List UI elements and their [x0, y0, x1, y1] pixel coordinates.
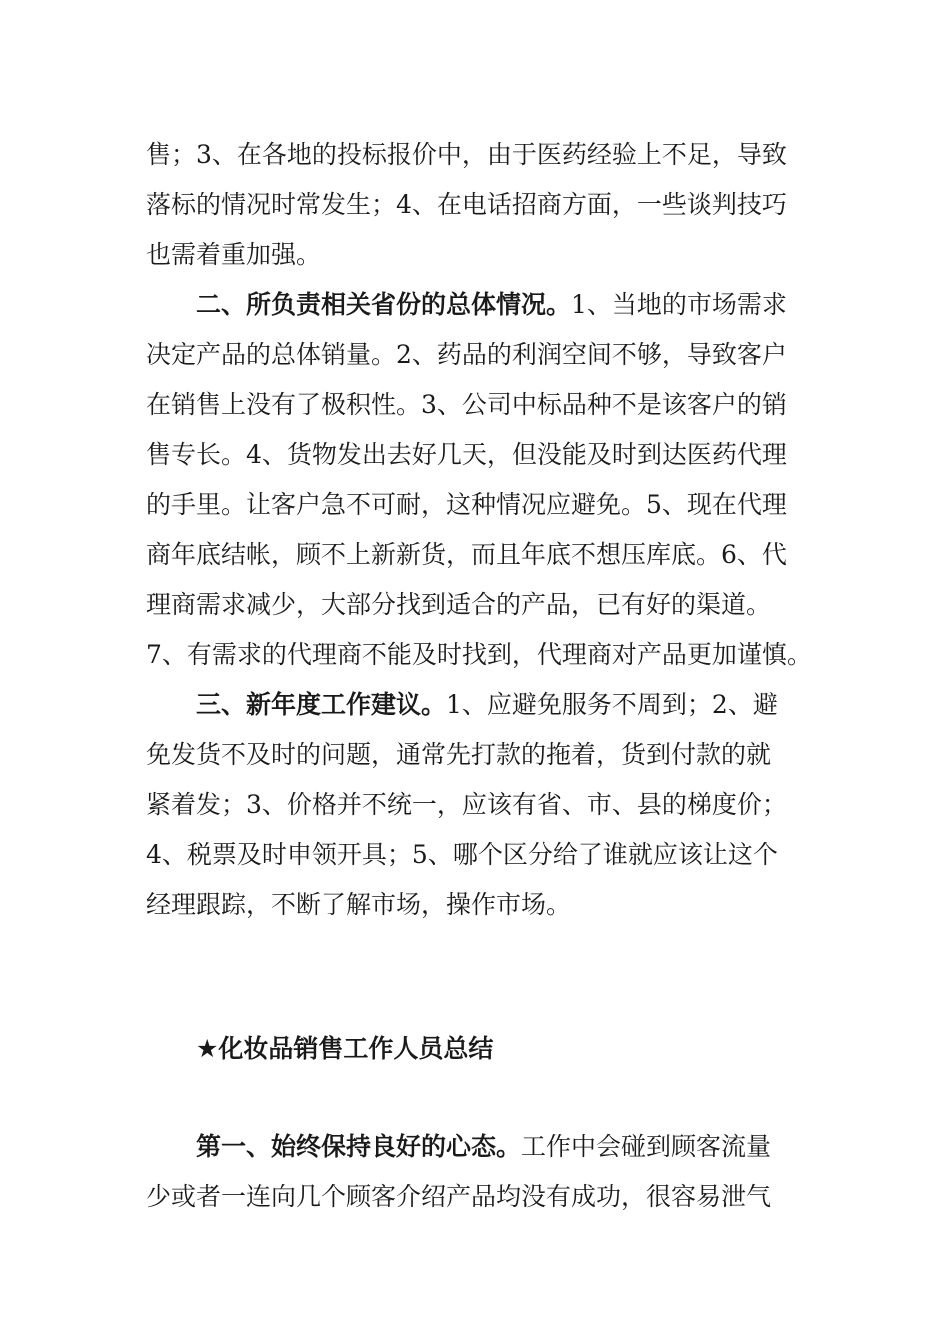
paragraph-line: 在销售上没有了极积性。3、公司中标品种不是该客户的销 — [146, 390, 787, 419]
paragraph-line: 售专长。4、货物发出去好几天，但没能及时到达医药代理 — [146, 440, 787, 469]
paragraph-line: 经理跟踪，不断了解市场，操作市场。 — [146, 890, 572, 919]
paragraph-line: 也需着重加强。 — [146, 240, 322, 269]
section-body — [146, 1122, 808, 1222]
section-title: ★化妆品销售工作人员总结 — [196, 1034, 494, 1063]
paragraph-line: 决定产品的总体销量。2、药品的利润空间不够，导致客户 — [146, 340, 787, 369]
paragraph-line: 7、有需求的代理商不能及时找到，代理商对产品更加谨慎。 — [146, 640, 812, 669]
paragraph-line: 少或者一连向几个顾客介绍产品均没有成功，很容易泄气 — [146, 1182, 772, 1211]
paragraph-text: 1、应避免服务不周到；2、避 — [446, 690, 778, 719]
paragraph-line: 落标的情况时常发生；4、在电话招商方面，一些谈判技巧 — [146, 190, 787, 219]
paragraph-heading: 第一、始终保持良好的心态。 — [196, 1132, 522, 1161]
paragraph-line: 4、税票及时申领开具；5、哪个区分给了谁就应该让这个 — [146, 840, 778, 869]
paragraph-line: 理商需求减少，大部分找到适合的产品，已有好的渠道。 — [146, 590, 772, 619]
paragraph-text: 工作中会碰到顾客流量 — [521, 1132, 772, 1161]
paragraph-heading: 二、所负责相关省份的总体情况。 — [196, 290, 572, 319]
paragraph-start — [146, 280, 808, 330]
paragraph-line: 商年底结帐，顾不上新新货，而且年底不想压库底。6、代 — [146, 540, 787, 569]
paragraph-line: 免发货不及时的问题，通常先打款的拖着，货到付款的就 — [146, 740, 772, 769]
paragraph-text: 1、当地的市场需求 — [571, 290, 787, 319]
paragraph-start — [146, 1122, 808, 1172]
paragraph-start — [146, 680, 808, 730]
paragraph-line: 的手里。让客户急不可耐，这种情况应避免。5、现在代理 — [146, 490, 787, 519]
paragraph-line: 售；3、在各地的投标报价中，由于医药经验上不足，导致 — [146, 140, 787, 169]
paragraph-heading: 三、新年度工作建议。 — [196, 690, 447, 719]
paragraph-line: 紧着发；3、价格并不统一，应该有省、市、县的梯度价； — [146, 790, 787, 819]
document-body — [146, 130, 812, 930]
